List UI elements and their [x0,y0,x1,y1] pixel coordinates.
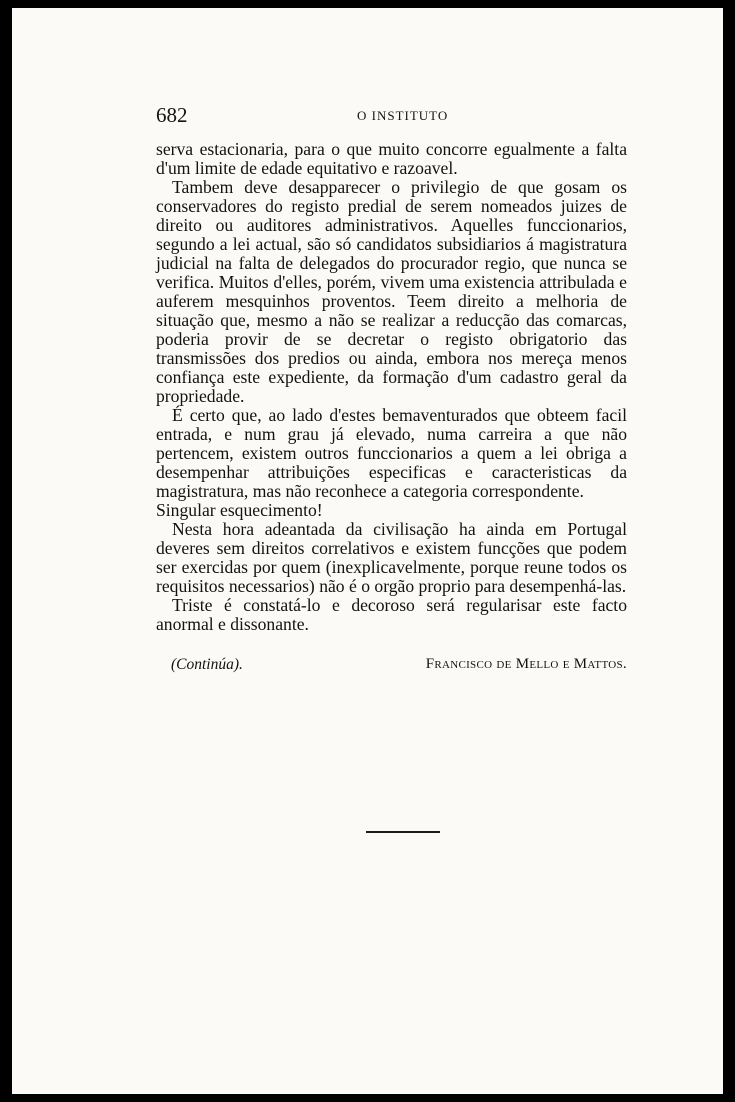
paragraph-registo-predial: Tambem deve desapparecer o privilegio de que gosam os conservadores do registo predial de serem nomeados juizes de direito ou auditores administrativos. Aquelles funccionarios, segundo a lei actual, são só candidatos subsidiarios á magistratura judicial na falta de delegados do procurador regio, que nunca se verifica. Muitos d'elles, porém, vivem uma existencia attribulada e auferem mesquinhos proventos. Teem direito a melhoria de situação que, mesmo a não se realizar a reducção das comarcas, poderia provir de se decretar o registo obrigatorio das transmissões dos predios ou ainda, embora nos mereça menos confiança este expediente, da formação d'um cadastro geral da propriedade. [156,177,627,406]
journal-title: O INSTITUTO [357,108,449,123]
author-signature: Francisco de Mello e Mattos. [425,656,627,672]
paragraph-civilisacao: Nesta hora adeantada da civilisação ha ainda em Portugal deveres sem direitos correlativos e existem funcções que podem ser exercidas por quem (inexplicavelmente, porque reune todos os requisitos necessarios) não é o orgão proprio para desempenhá-las. [156,519,627,596]
paragraph-conclusion: Triste é constatá-lo e decoroso será regularisar este facto anormal e dissonante. [156,595,627,634]
article-footer [156,655,627,675]
continua-note: (Continúa). [171,656,243,673]
paragraph-continuation: serva estacionaria, para o que muito concorre egualmente a falta d'um limite de edade equitativo e razoavel. [156,139,627,178]
page-number: 682 [156,103,188,127]
paragraph-funccionarios: É certo que, ao lado d'estes bemaventurados que obteem facil entrada, e num grau já elevado, numa carreira a que não pertencem, existem outros funccionarios a quem a lei obriga a desempenhar attribuições especificas e caracteristicas da magistratura, mas não reconhece a categoria correspondente. [156,405,627,501]
article-body [156,140,627,675]
paragraph-exclamation: Singular esquecimento! [156,500,323,520]
running-head [12,103,723,127]
document-page [12,8,723,1094]
end-rule [366,831,440,833]
